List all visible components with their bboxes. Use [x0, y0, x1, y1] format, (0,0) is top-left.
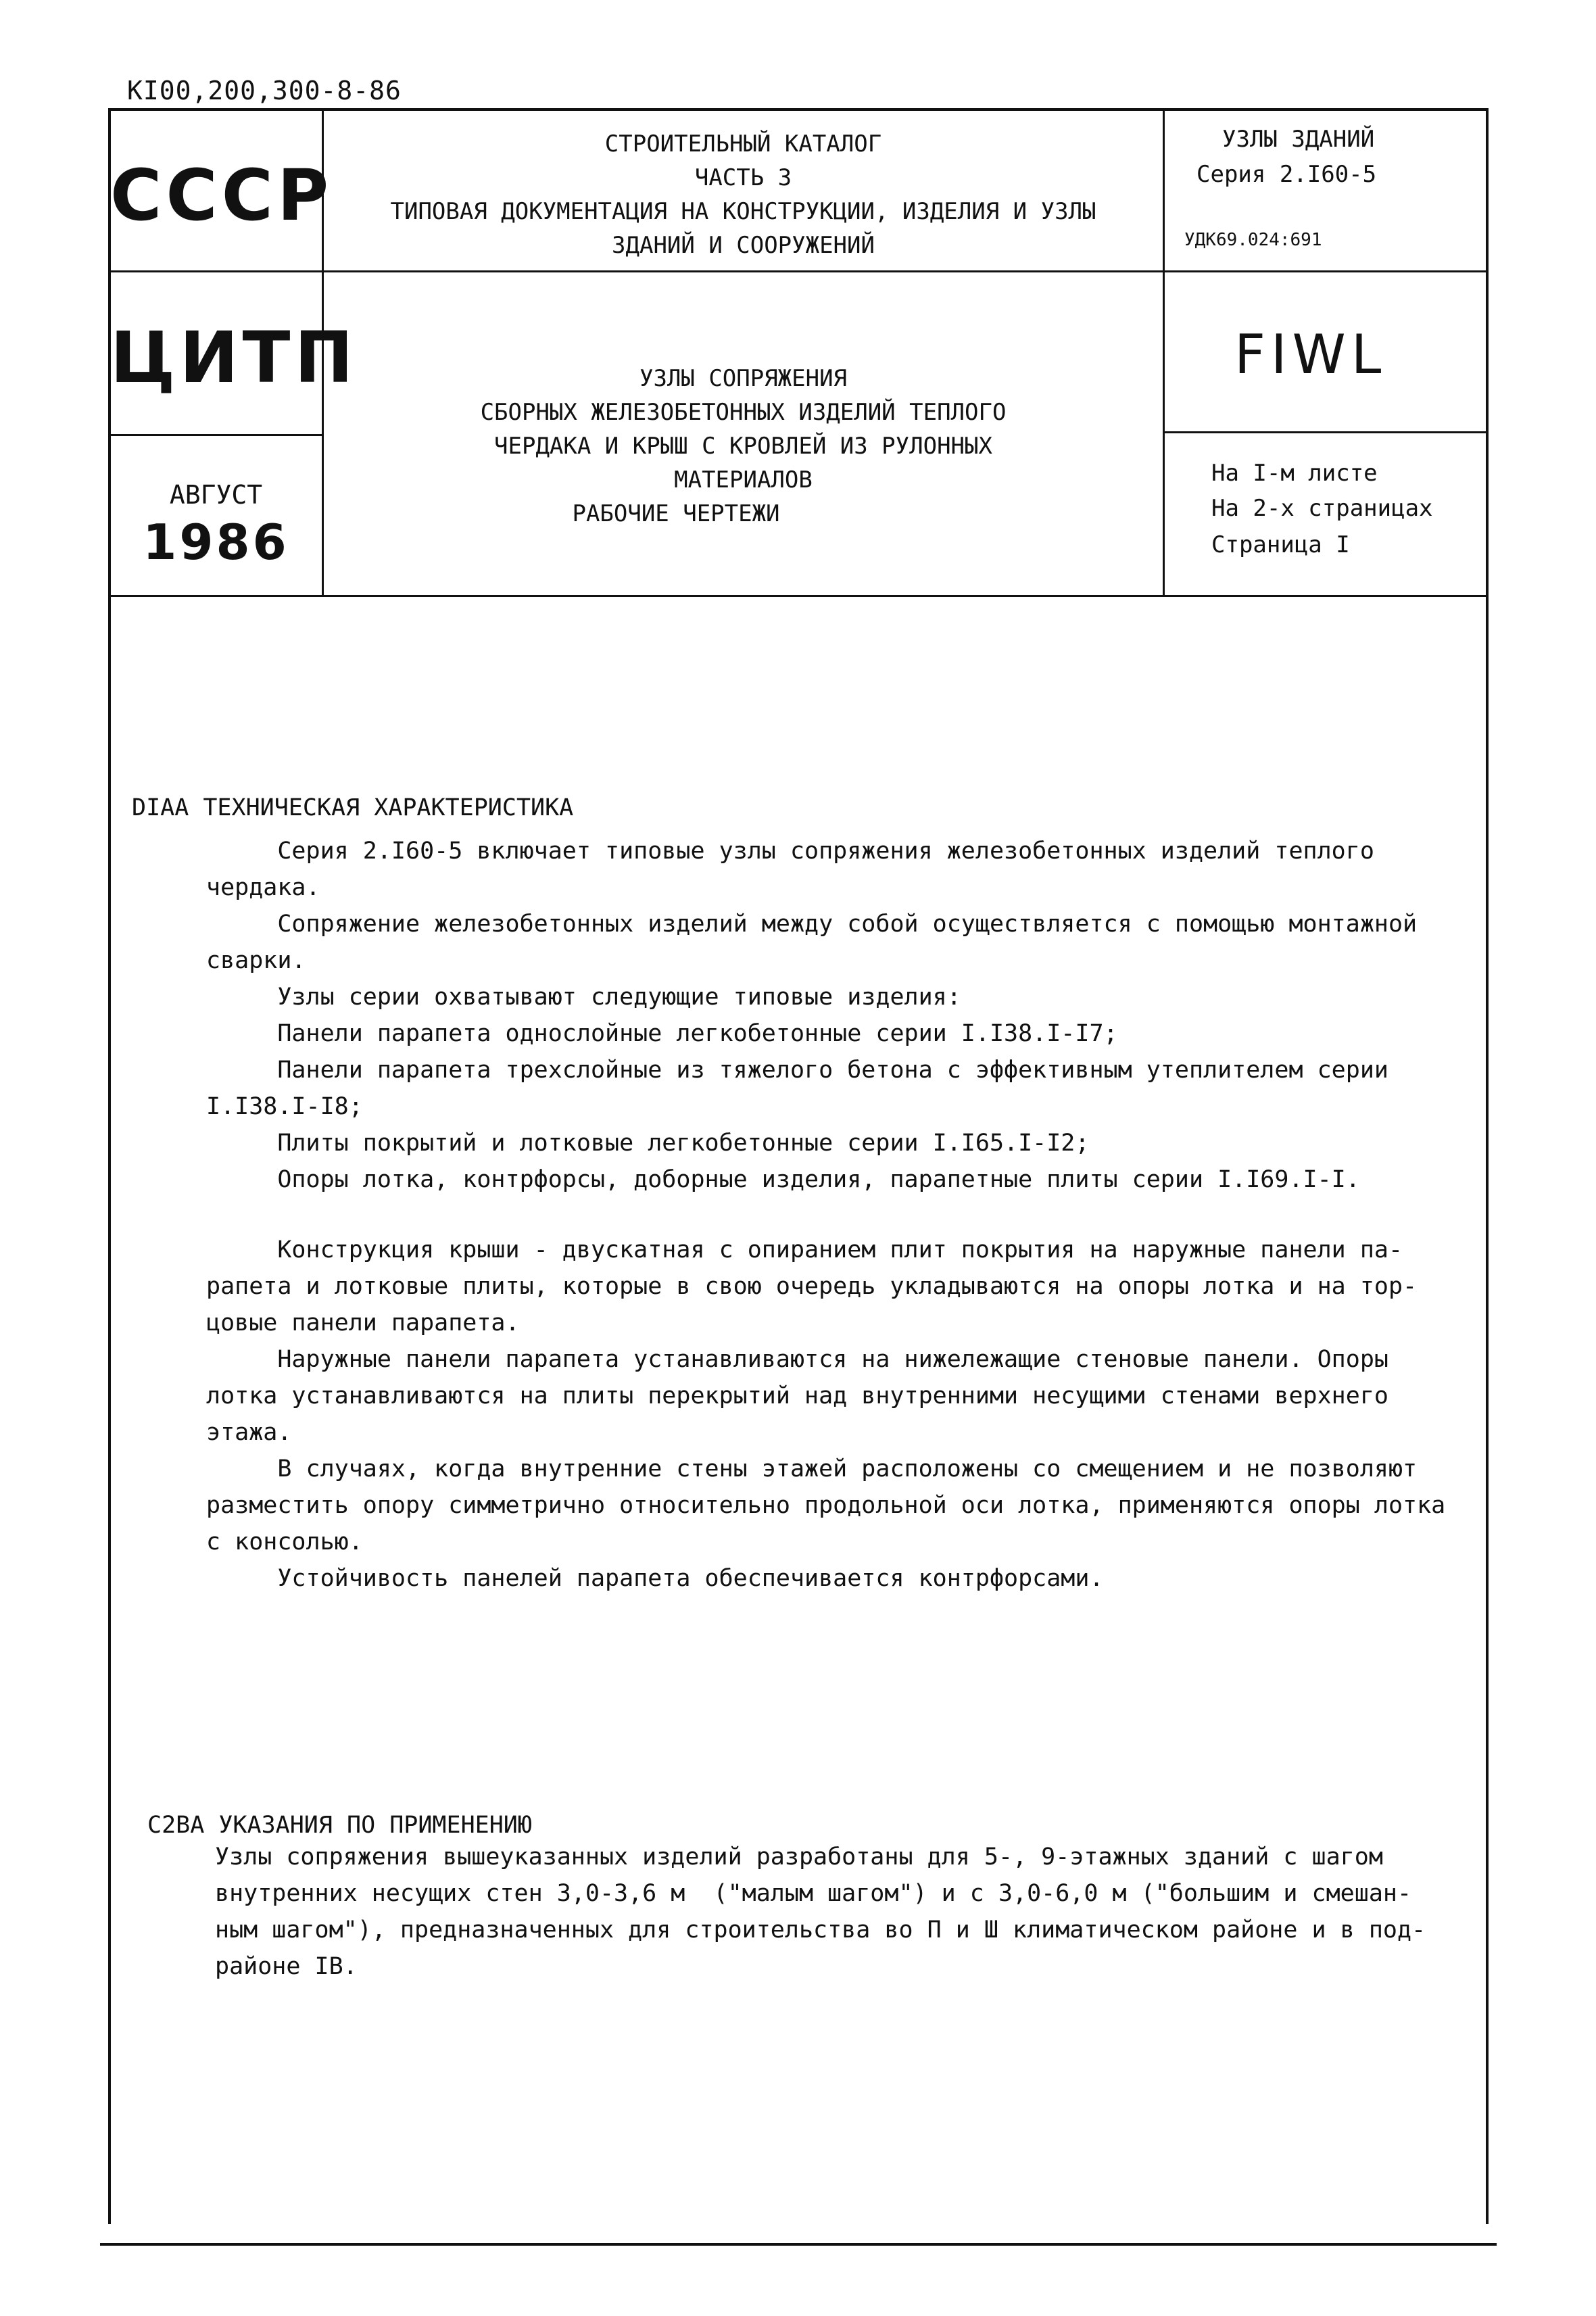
body-line: Опоры лотка, контрфорсы, доборные изделия, парапетные плиты серии I.I69.I-I. — [206, 1166, 1360, 1193]
body-line: цовые панели парапета. — [206, 1309, 520, 1336]
body-line: Сопряжение железобетонных изделий между собой осуществляется с помощью монтажной — [206, 911, 1418, 938]
document-subtitle: РАБОЧИЕ ЧЕРТЕЖИ — [572, 500, 780, 527]
body-line: В случаях, когда внутренние стены этажей расположены со смещением и не позволяют — [206, 1455, 1418, 1482]
page-number: Страница I — [1211, 531, 1350, 558]
catalog-line: ТИПОВАЯ ДОКУМЕНТАЦИЯ НА КОНСТРУКЦИИ, ИЗДЕЛИЯ И УЗЛЫ — [390, 198, 1096, 225]
pages-count: На 2-х страницах — [1211, 495, 1433, 522]
body-line: Узлы серии охватывают следующие типовые изделия: — [206, 984, 961, 1011]
org-ussr: СССР — [110, 154, 333, 237]
document-title — [324, 362, 1163, 497]
section-heading-application: C2BA УКАЗАНИЯ ПО ПРИМЕНЕНИЮ — [147, 1812, 532, 1839]
body-line: Конструкция крыши - двускатная с опиранием плит покрытия на наружные панели па- — [206, 1236, 1403, 1263]
title-line: ЧЕРДАКА И КРЫШ С КРОВЛЕЙ ИЗ РУЛОННЫХ — [494, 433, 992, 460]
body-line: чердака. — [206, 874, 320, 901]
body-line: сварки. — [206, 947, 306, 974]
body-line: Устойчивость панелей парапета обеспечивается контрфорсами. — [206, 1565, 1104, 1592]
title-line: МАТЕРИАЛОВ — [674, 466, 813, 493]
body-line: Узлы сопряжения вышеуказанных изделий разработаны для 5-, 9-этажных зданий с шагом — [215, 1843, 1383, 1871]
document-code-fiwl: FIWL — [1234, 323, 1387, 386]
udk-code: УДК69.024:691 — [1184, 230, 1322, 250]
title-line: УЗЛЫ СОПРЯЖЕНИЯ — [639, 365, 848, 392]
section-body-technical — [206, 833, 1445, 1597]
header-row-divider — [108, 270, 1489, 272]
body-line: I.I38.I-I8; — [206, 1093, 363, 1120]
body-line: Плиты покрытий и лотковые легкобетонные серии I.I65.I-I2; — [206, 1130, 1090, 1157]
issue-month: АВГУСТ — [169, 480, 263, 510]
body-line: с консолью. — [206, 1528, 363, 1555]
series-title: УЗЛЫ ЗДАНИЙ — [1222, 126, 1375, 153]
body-line: разместить опору симметрично относительно продольной оси лотка, применяются опоры лотка — [206, 1492, 1446, 1519]
body-line: этажа. — [206, 1419, 292, 1446]
header-col-divider-2 — [1163, 108, 1165, 596]
catalog-line: СТРОИТЕЛЬНЫЙ КАТАЛОГ — [604, 130, 882, 158]
bottom-rule — [100, 2243, 1497, 2246]
body-line: Наружные панели парапета устанавливаются на нижележащие стеновые панели. Опоры — [206, 1346, 1388, 1373]
body-line: районе IВ. — [215, 1953, 358, 1980]
body-line: Серия 2.I60-5 включает типовые узлы сопряжения железобетонных изделий теплого — [206, 838, 1374, 865]
body-line: лотка устанавливаются на плиты перекрытий над внутренними несущими стенами верхнего — [206, 1382, 1388, 1409]
catalog-line: ЗДАНИЙ И СООРУЖЕНИЙ — [612, 232, 875, 259]
body-line: Панели парапета трехслойные из тяжелого бетона с эффективным утеплителем серии — [206, 1057, 1388, 1084]
section-body-application — [215, 1839, 1426, 1985]
body-line: внутренних несущих стен 3,0-3,6 м ("малым шагом") и с 3,0-6,0 м ("большим и смешан- — [215, 1880, 1412, 1907]
header-bottom-divider — [108, 595, 1489, 597]
org-citp: ЦИТП — [110, 316, 358, 399]
sheets-count: На I-м листе — [1211, 460, 1378, 487]
catalog-title — [324, 127, 1163, 262]
catalog-line: ЧАСТЬ 3 — [694, 164, 792, 191]
right-code-divider — [1164, 431, 1489, 433]
series-number: Серия 2.I60-5 — [1196, 161, 1377, 188]
body-line: Панели парапета однослойные легкобетонные серии I.I38.I-I7; — [206, 1020, 1118, 1047]
left-org-divider — [108, 434, 323, 436]
body-line: рапета и лотковые плиты, которые в свою очередь укладываются на опоры лотка и на тор- — [206, 1273, 1418, 1300]
body-line: ным шагом"), предназначенных для строительства во П и Ш климатическом районе и в под- — [215, 1916, 1426, 1944]
section-heading-technical: DIAA ТЕХНИЧЕСКАЯ ХАРАКТЕРИСТИКА — [132, 794, 574, 821]
title-line: СБОРНЫХ ЖЕЛЕЗОБЕТОННЫХ ИЗДЕЛИЙ ТЕПЛОГО — [480, 399, 1007, 426]
issue-year: 1986 — [143, 514, 289, 571]
document-code: КI00,200,300-8-86 — [127, 76, 402, 105]
